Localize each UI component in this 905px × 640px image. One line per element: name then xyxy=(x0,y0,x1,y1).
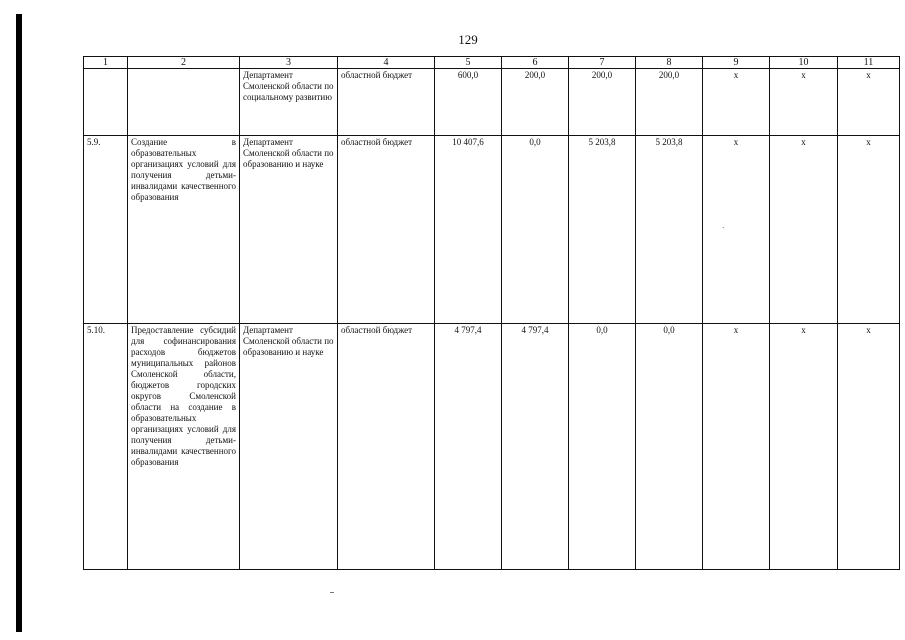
total-amount: 600,0 xyxy=(435,69,502,136)
column-header: 6 xyxy=(502,57,569,69)
year-2-amount: 5 203,8 xyxy=(569,136,636,324)
column-header: 9 xyxy=(703,57,770,69)
item-name: Создание в образовательных организациях условий для получения детьми-инвалидами качественного образования xyxy=(128,136,240,324)
table-row xyxy=(84,324,900,570)
indicator-11: x xyxy=(838,324,900,570)
item-name: Предоставление субсидий для софинансирования расходов бюджетов муниципальных районов Смоленской области, бюджетов городских округов Смоленской области на создание в образовательных организациях условий для получения детьми-инвалидами качественного образования xyxy=(128,324,240,570)
table-row xyxy=(84,136,900,324)
executor: Департамент Смоленской области по образованию и науке xyxy=(240,324,338,570)
executor: Департамент Смоленской области по социальному развитию xyxy=(240,69,338,136)
year-1-amount: 0,0 xyxy=(502,136,569,324)
funding-source: областной бюджет xyxy=(338,324,435,570)
page-number: 129 xyxy=(458,32,478,47)
column-header: 3 xyxy=(240,57,338,69)
year-2-amount: 200,0 xyxy=(569,69,636,136)
column-header: 5 xyxy=(435,57,502,69)
year-1-amount: 200,0 xyxy=(502,69,569,136)
item-number: 5.9. xyxy=(84,136,128,324)
budget-table xyxy=(83,56,900,570)
column-header: 11 xyxy=(838,57,900,69)
table-row xyxy=(84,69,900,136)
column-header: 10 xyxy=(770,57,838,69)
total-amount: 4 797,4 xyxy=(435,324,502,570)
indicator-9: x xyxy=(703,69,770,136)
column-header: 7 xyxy=(569,57,636,69)
indicator-11: x xyxy=(838,136,900,324)
year-3-amount: 5 203,8 xyxy=(636,136,703,324)
scan-dash-mark xyxy=(330,592,334,593)
funding-source: областной бюджет xyxy=(338,69,435,136)
indicator-10: x xyxy=(770,136,838,324)
column-header: 2 xyxy=(128,57,240,69)
executor: Департамент Смоленской области по образованию и науке xyxy=(240,136,338,324)
column-header: 8 xyxy=(636,57,703,69)
item-number xyxy=(84,69,128,136)
year-3-amount: 0,0 xyxy=(636,324,703,570)
indicator-10: x xyxy=(770,69,838,136)
funding-source: областной бюджет xyxy=(338,136,435,324)
indicator-10: x xyxy=(770,324,838,570)
item-number: 5.10. xyxy=(84,324,128,570)
item-name xyxy=(128,69,240,136)
indicator-9: x xyxy=(703,136,770,324)
year-1-amount: 4 797,4 xyxy=(502,324,569,570)
year-2-amount: 0,0 xyxy=(569,324,636,570)
header-row xyxy=(84,57,900,69)
scan-dot-mark: · xyxy=(722,224,725,232)
indicator-9: x xyxy=(703,324,770,570)
column-header: 1 xyxy=(84,57,128,69)
indicator-11: x xyxy=(838,69,900,136)
scan-edge-bar xyxy=(16,14,22,632)
total-amount: 10 407,6 xyxy=(435,136,502,324)
column-header: 4 xyxy=(338,57,435,69)
year-3-amount: 200,0 xyxy=(636,69,703,136)
